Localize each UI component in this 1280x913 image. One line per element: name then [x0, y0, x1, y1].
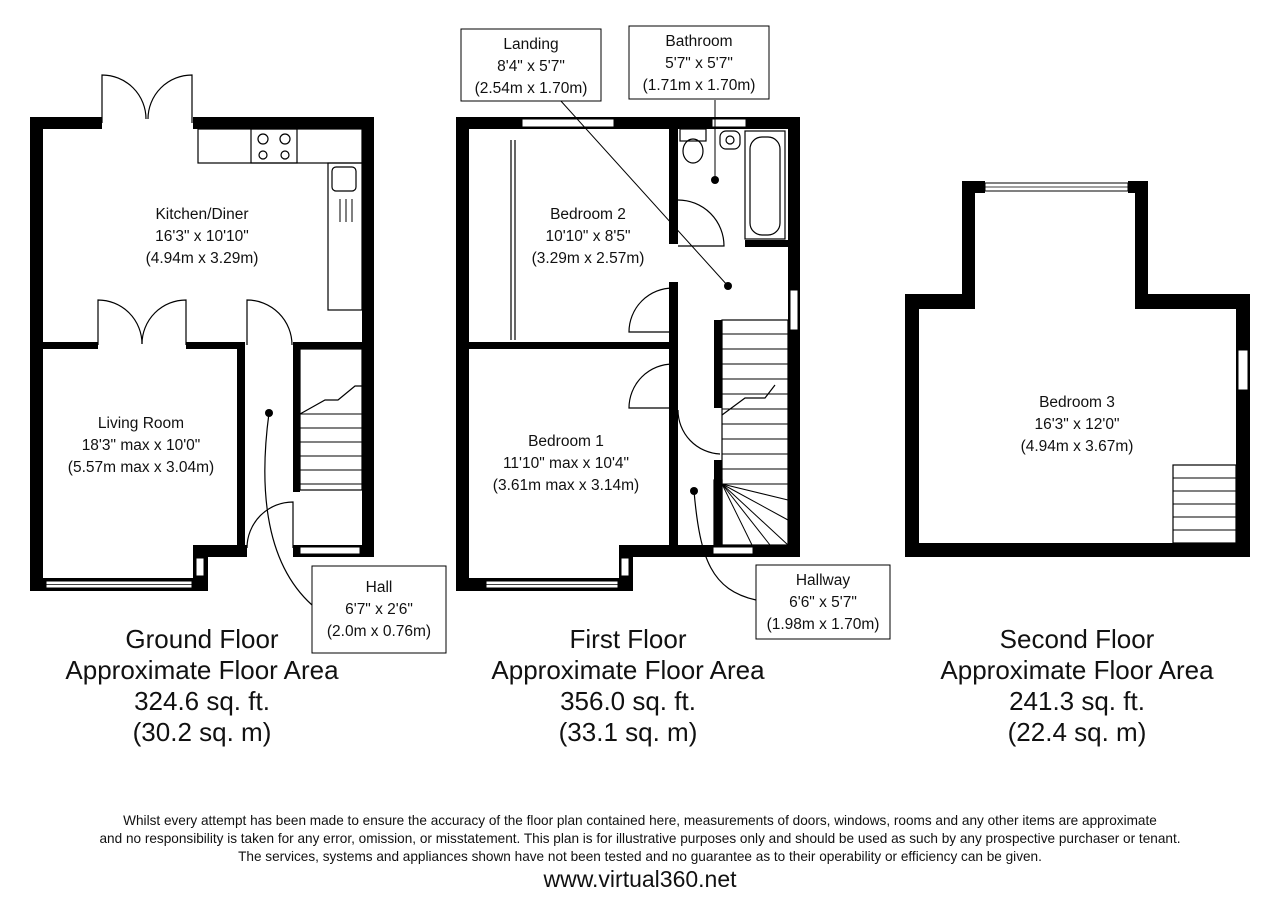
second-floor-caption: Approximate Floor Area [940, 655, 1214, 685]
first-floor-summary [458, 624, 798, 748]
second-floor-plan [905, 181, 1250, 557]
living-room-imperial: 18'3" max x 10'0" [81, 437, 201, 454]
kitchen-metric: (4.94m x 3.29m) [145, 250, 259, 267]
disclaimer-line-3: The services, systems and appliances shown have not been tested and no guarantee as to their operability or efficiency can be given. [238, 849, 1042, 864]
first-floor-title: First Floor [569, 624, 687, 654]
hallway-imperial: 6'6" x 5'7" [789, 594, 857, 611]
living-room-metric: (5.57m max x 3.04m) [67, 459, 215, 476]
hallway-metric: (1.98m x 1.70m) [766, 616, 880, 633]
bedroom2-metric: (3.29m x 2.57m) [531, 250, 645, 267]
bedroom3-name: Bedroom 3 [1039, 394, 1115, 411]
bathroom-imperial: 5'7" x 5'7" [665, 55, 733, 72]
bathroom-metric: (1.71m x 1.70m) [642, 77, 756, 94]
bedroom1-metric: (3.61m max x 3.14m) [492, 477, 640, 494]
bedroom3-imperial: 16'3" x 12'0" [1034, 416, 1120, 433]
bathroom-name: Bathroom [665, 33, 733, 50]
bedroom1-imperial: 11'10" max x 10'4" [502, 455, 630, 472]
landing-callout [461, 29, 601, 101]
disclaimer-line-2: and no responsibility is taken for any error, omission, or misstatement. This plan is for illustrative purposes only and should be used as such by any prospective purchaser or tenant. [99, 831, 1181, 846]
landing-name: Landing [503, 36, 559, 53]
first-floor-caption: Approximate Floor Area [491, 655, 765, 685]
ground-floor-sqft: 324.6 sq. ft. [134, 686, 270, 716]
website-link[interactable]: www.virtual360.net [543, 866, 737, 892]
landing-metric: (2.54m x 1.70m) [474, 80, 588, 97]
ground-floor-sqm: (30.2 sq. m) [132, 717, 272, 747]
disclaimer [0, 812, 1280, 866]
second-floor-sqm: (22.4 sq. m) [1007, 717, 1147, 747]
second-floor-sqft: 241.3 sq. ft. [1009, 686, 1145, 716]
ground-floor-title: Ground Floor [125, 624, 279, 654]
bedroom2-name: Bedroom 2 [550, 206, 626, 223]
hall-metric: (2.0m x 0.76m) [326, 623, 432, 640]
landing-imperial: 8'4" x 5'7" [497, 58, 565, 75]
first-floor-sqm: (33.1 sq. m) [558, 717, 698, 747]
first-floor-plan [456, 100, 800, 600]
kitchen-imperial: 16'3" x 10'10" [155, 228, 249, 245]
ground-floor-plan [30, 75, 374, 605]
bedroom1-name: Bedroom 1 [528, 433, 604, 450]
kitchen-name: Kitchen/Diner [155, 206, 249, 223]
disclaimer-line-1: Whilst every attempt has been made to ensure the accuracy of the floor plan contained here, measurements of doors, windows, rooms and any other items are approximate [123, 813, 1157, 828]
hall-imperial: 6'7" x 2'6" [345, 601, 413, 618]
second-floor-summary [907, 624, 1247, 748]
hall-name: Hall [365, 579, 393, 596]
second-floor-title: Second Floor [999, 624, 1155, 654]
bedroom2-imperial: 10'10" x 8'5" [545, 228, 631, 245]
bathroom-callout [629, 26, 769, 99]
ground-floor-summary [32, 624, 372, 748]
living-room-name: Living Room [97, 415, 185, 432]
bedroom3-metric: (4.94m x 3.67m) [1020, 438, 1134, 455]
first-floor-sqft: 356.0 sq. ft. [560, 686, 696, 716]
hallway-name: Hallway [795, 572, 851, 589]
ground-floor-caption: Approximate Floor Area [65, 655, 339, 685]
